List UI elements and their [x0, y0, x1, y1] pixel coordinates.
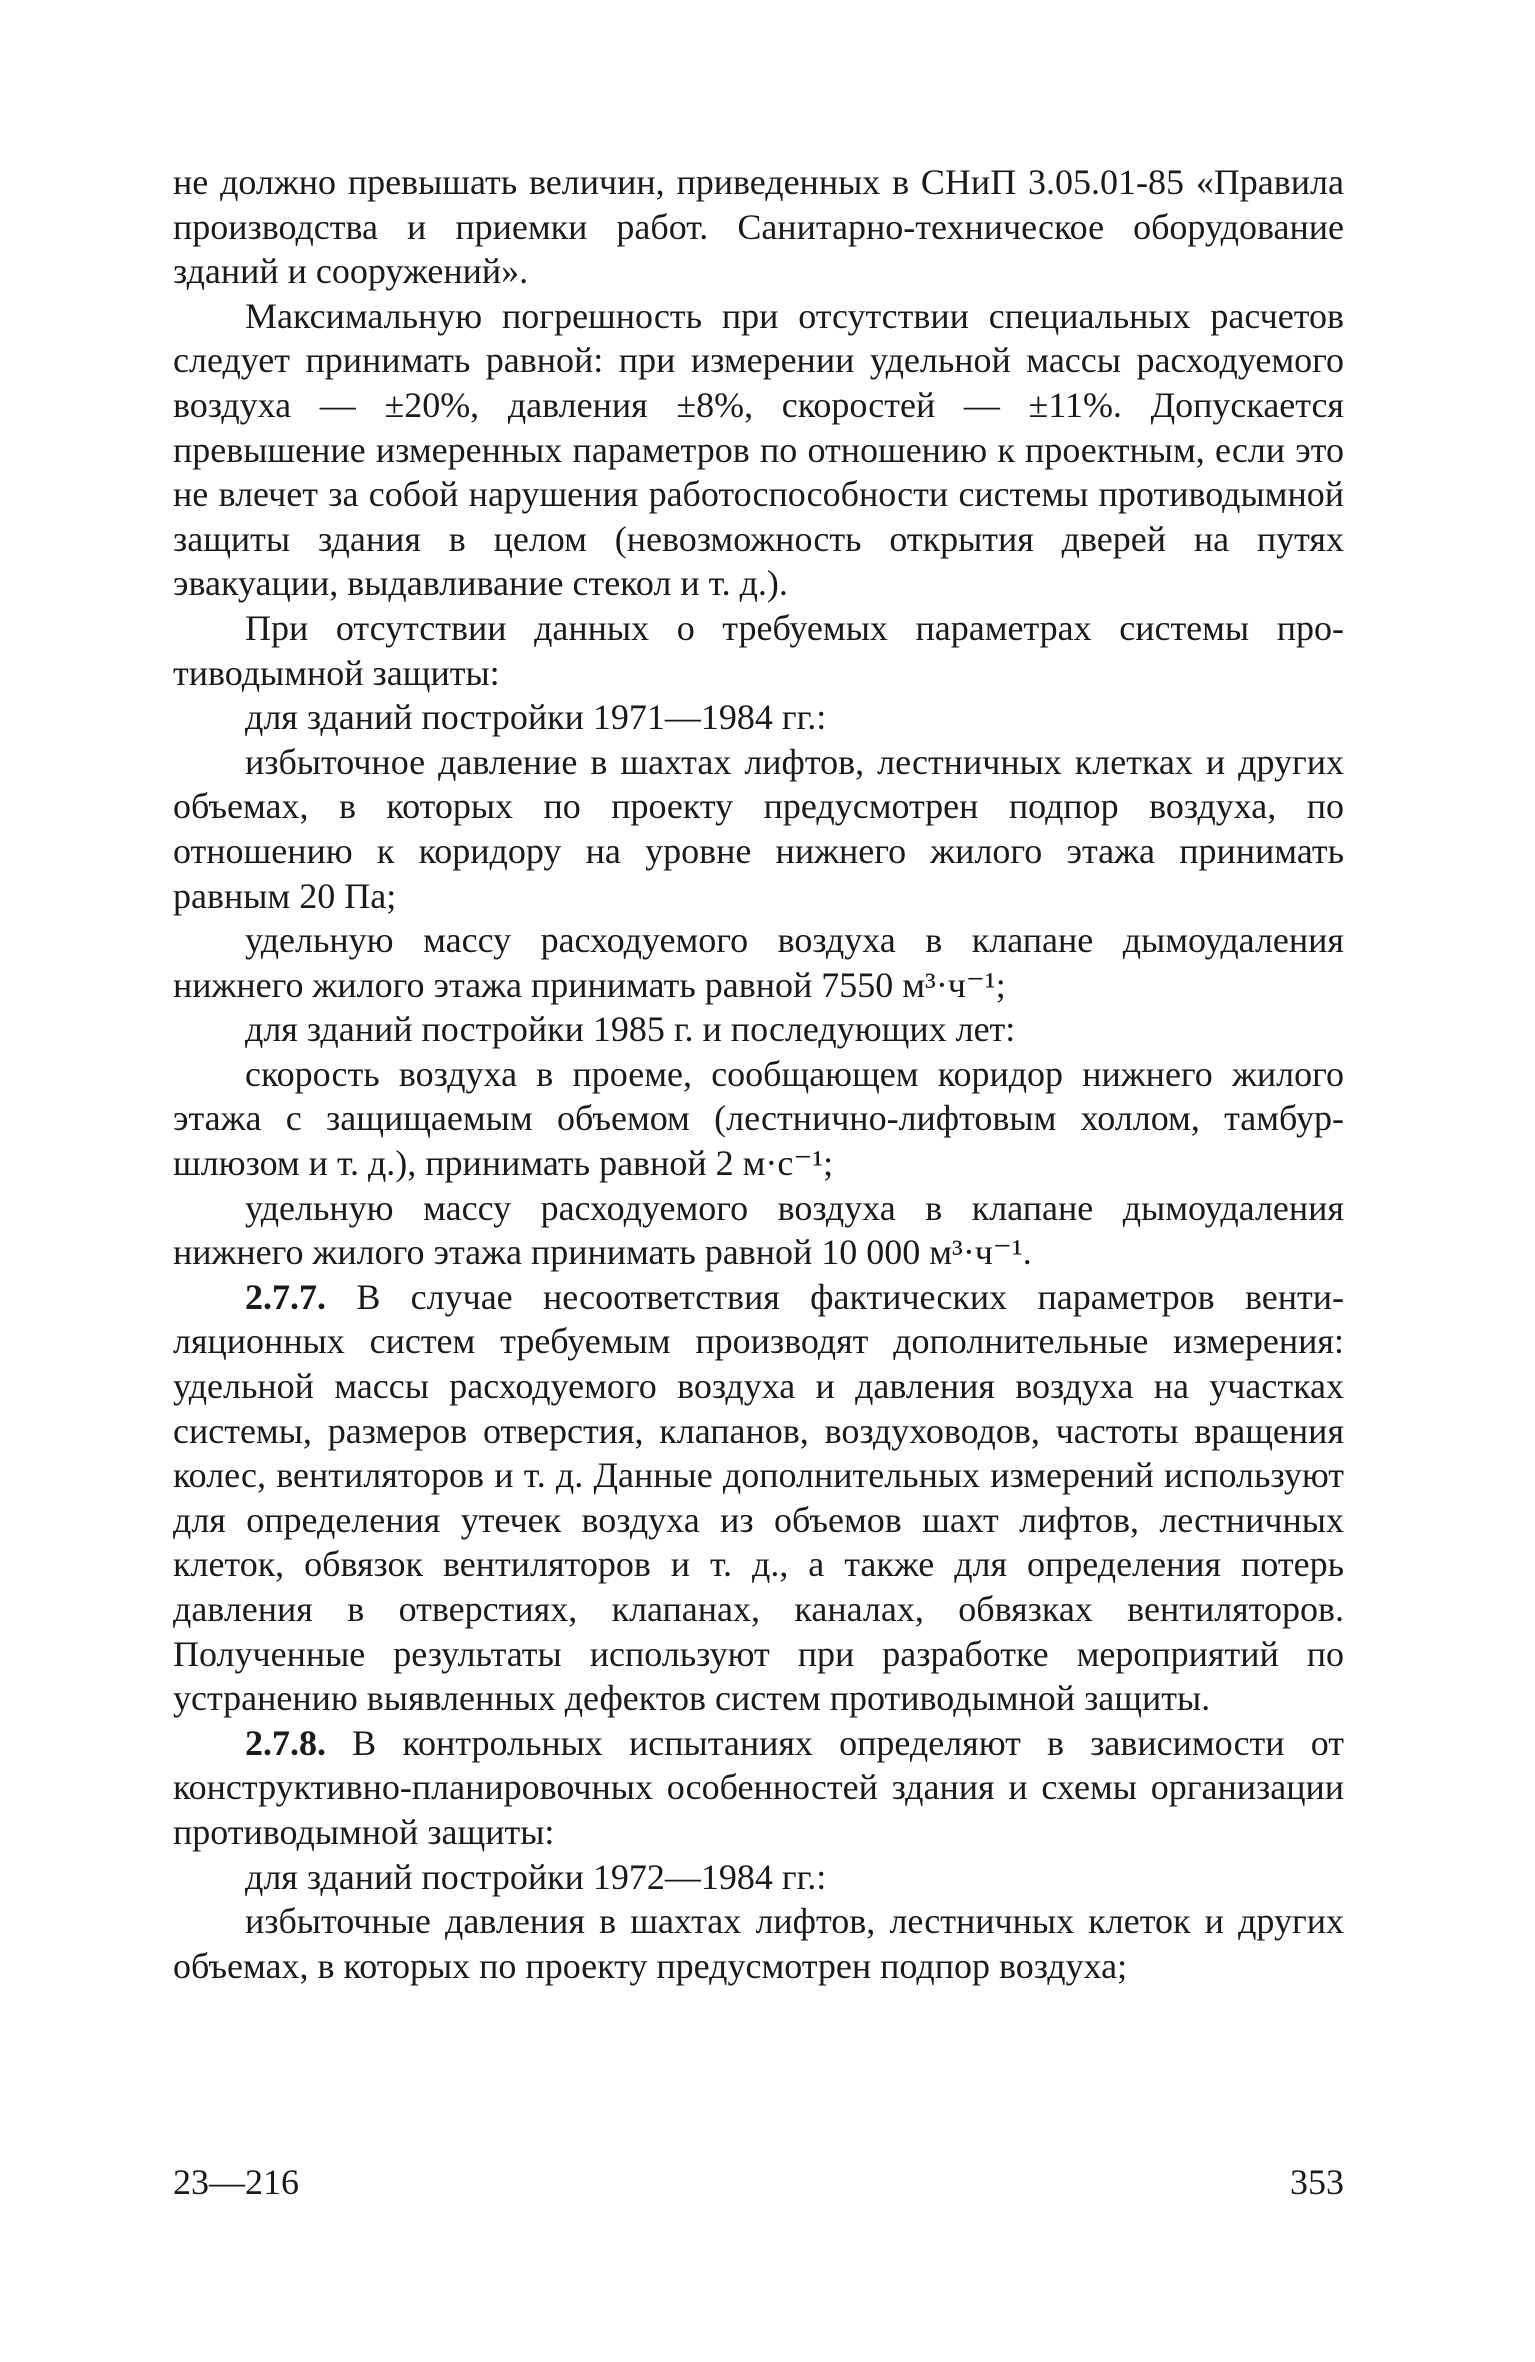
- signature-mark: 23—216: [173, 2162, 299, 2202]
- paragraph-text: удельную массу расходуемого воздуха в клапане дымоудаления нижнего жилого этажа принимать равной 10 000 м³·ч⁻¹.: [173, 1187, 1344, 1273]
- section-number: 2.7.8.: [245, 1722, 326, 1763]
- paragraph-7: [173, 1007, 1344, 1052]
- section-number: 2.7.7.: [245, 1276, 326, 1317]
- page-number: 353: [1290, 2162, 1344, 2202]
- paragraph-text: не должно превышать величин, приведенных в СНиП 3.05.01-85 «Правила производства и приемки работ. Санитарно-техническое оборудование зданий и сооружений».: [173, 162, 1344, 292]
- paragraph-text: Максимальную погрешность при отсутствии специальных расчетов следует принимать равной: при измерении удельной массы расходуемого воздуха — ±20%, давления ±8%, скоростей — ±11%. Допускается превышение измеренных параметров по отношению к проектным, если это не влечет за собой нарушения работоспособности системы противодымной защиты здания в целом (невозможность открытия дверей на путях эвакуации, выдавливание стекол и т. д.).: [173, 295, 1344, 604]
- paragraph-text: В контрольных испытаниях определяют в зависимости от конструктивно-планировочных особенностей здания и схемы организации противодымной защиты:: [173, 1722, 1344, 1852]
- paragraph-2: [173, 294, 1344, 606]
- paragraph-text: для зданий постройки 1985 г. и последующих лет:: [245, 1009, 1016, 1050]
- paragraph-6: [173, 918, 1344, 1007]
- paragraph-text: удельную массу расходуемого воздуха в клапане дымоудаления нижнего жилого этажа принимать равной 7550 м³·ч⁻¹;: [173, 920, 1344, 1005]
- paragraph-13: [173, 1899, 1344, 1988]
- paragraph-text: избыточные давления в шахтах лифтов, лестничных клеток и других объемах, в которых по проекту предусмотрен подпор воздуха;: [173, 1901, 1344, 1986]
- paragraph-text: При отсутствии данных о требуемых параметрах системы противодымной защиты:: [173, 607, 1344, 693]
- paragraph-text: для зданий постройки 1971—1984 гг.:: [245, 697, 827, 738]
- paragraph-5: [173, 740, 1344, 918]
- paragraph-1: [173, 160, 1344, 294]
- paragraph-3: [173, 606, 1344, 695]
- paragraph-text: скорость воздуха в проеме, сообщающем коридор нижнего жилого этажа с защищаемым объемом (лестнично-лифтовым холлом, тамбур-шлюзом и т. д.), принимать равной 2 м·с⁻¹;: [173, 1053, 1344, 1184]
- section-2-7-7: [173, 1275, 1344, 1721]
- paragraph-4: [173, 695, 1344, 740]
- paragraph-9: [173, 1186, 1344, 1275]
- paragraph-text: для зданий постройки 1972—1984 гг.:: [245, 1856, 827, 1897]
- paragraph-text: В случае несоответствия фактических параметров вентиляционных систем требуемым производят дополнительные измерения: удельной массы расходуемого воздуха и давления воздуха на участках системы, размеров отверстия, клапанов, воздуховодов, частоты вращения колес, вентиляторов и т. д. Данные дополнительных измерений используют для определения утечек воздуха из объемов шахт лифтов, лестничных клеток, обвязок вентиляторов и т. д., а также для определения потерь давления в отверстиях, клапанах, каналах, обвязках вентиляторов. Полученные результаты используют при разработке мероприятий по устранению выявленных дефектов систем противодымной защиты.: [173, 1276, 1344, 1719]
- paragraph-text: избыточное давление в шахтах лифтов, лестничных клетках и других объемах, в которых по проекту предусмотрен подпор воздуха, по отношению к коридору на уровне нижнего жилого этажа принимать равным 20 Па;: [173, 741, 1344, 916]
- document-body: [173, 160, 1344, 1988]
- paragraph-12: [173, 1855, 1344, 1900]
- paragraph-8: [173, 1052, 1344, 1186]
- section-2-7-8: [173, 1721, 1344, 1855]
